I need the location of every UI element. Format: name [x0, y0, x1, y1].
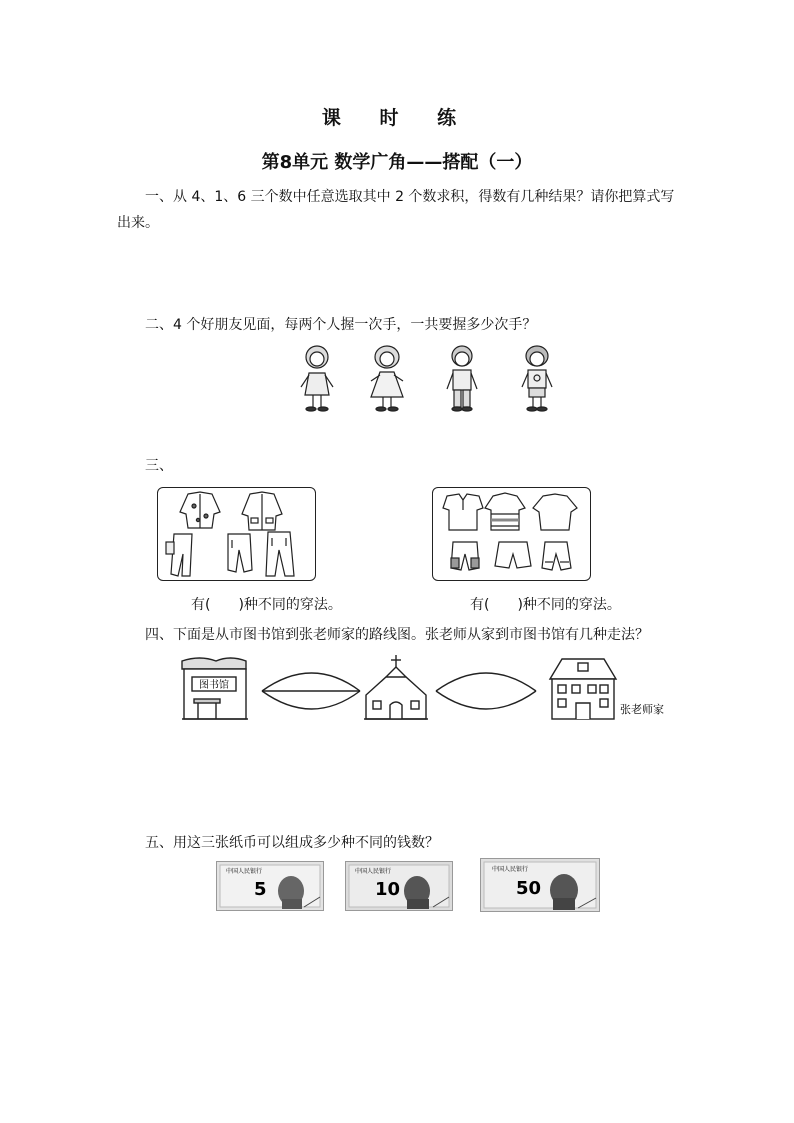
- question-1: 一、从 4、1、6 三个数中任意选取其中 2 个数求积，得数有几种结果？请你把算式写出来。: [117, 189, 675, 231]
- pants-2-icon: [228, 534, 252, 572]
- denomination-10: 10: [375, 879, 401, 900]
- clothes-box-left: [157, 487, 316, 581]
- banknote-5: [216, 861, 324, 911]
- boy-1-icon: [447, 346, 477, 411]
- denomination-5: 5: [254, 879, 267, 900]
- jacket-icon: [180, 492, 220, 528]
- girl-1-icon: [301, 346, 333, 411]
- library-sign: 图书馆: [199, 680, 229, 691]
- t-shirt-icon: [533, 494, 577, 530]
- bank-name-10: 中国人民银行: [355, 868, 392, 875]
- banknote-10: [345, 861, 453, 911]
- denomination-50: 50: [516, 878, 542, 899]
- page-title: 课 时 练: [321, 107, 473, 129]
- home-icon: [550, 659, 616, 719]
- shorts-2-icon: [495, 542, 531, 568]
- question-3: 三、: [145, 458, 173, 474]
- polo-shirt-icon: [443, 494, 483, 530]
- shorts-3-icon: [542, 542, 571, 570]
- boy-2-icon: [522, 346, 552, 411]
- girl-2-icon: [371, 346, 403, 411]
- coat-icon: [242, 492, 282, 530]
- answer-right: 有( )种不同的穿法。: [470, 597, 621, 613]
- unit-subtitle: 第8单元 数学广角——搭配（一）: [261, 152, 533, 173]
- shorts-1-icon: [451, 542, 479, 570]
- friends-illustration: [295, 343, 565, 415]
- route-map: [180, 655, 700, 727]
- question-4: 四、下面是从市图书馆到张老师家的路线图。张老师从家到市图书馆有几种走法？: [145, 627, 649, 643]
- clothes-box-right: [432, 487, 591, 581]
- route-church-home: [436, 673, 536, 709]
- bank-name-50: 中国人民银行: [492, 866, 529, 873]
- pants-1-icon: [166, 534, 192, 576]
- pants-3-icon: [266, 532, 294, 576]
- route-library-church: [262, 673, 360, 709]
- striped-shirt-icon: [485, 493, 525, 530]
- question-2: 二、4 个好朋友见面，每两个人握一次手，一共要握多少次手？: [145, 317, 537, 333]
- answer-left: 有( )种不同的穿法。: [191, 597, 342, 613]
- banknote-50: [480, 858, 600, 912]
- question-5: 五、用这三张纸币可以组成多少种不同的钱数？: [145, 835, 439, 851]
- bank-name-5: 中国人民银行: [226, 868, 263, 875]
- church-icon: [364, 655, 428, 719]
- home-label: 张老师家: [620, 703, 664, 716]
